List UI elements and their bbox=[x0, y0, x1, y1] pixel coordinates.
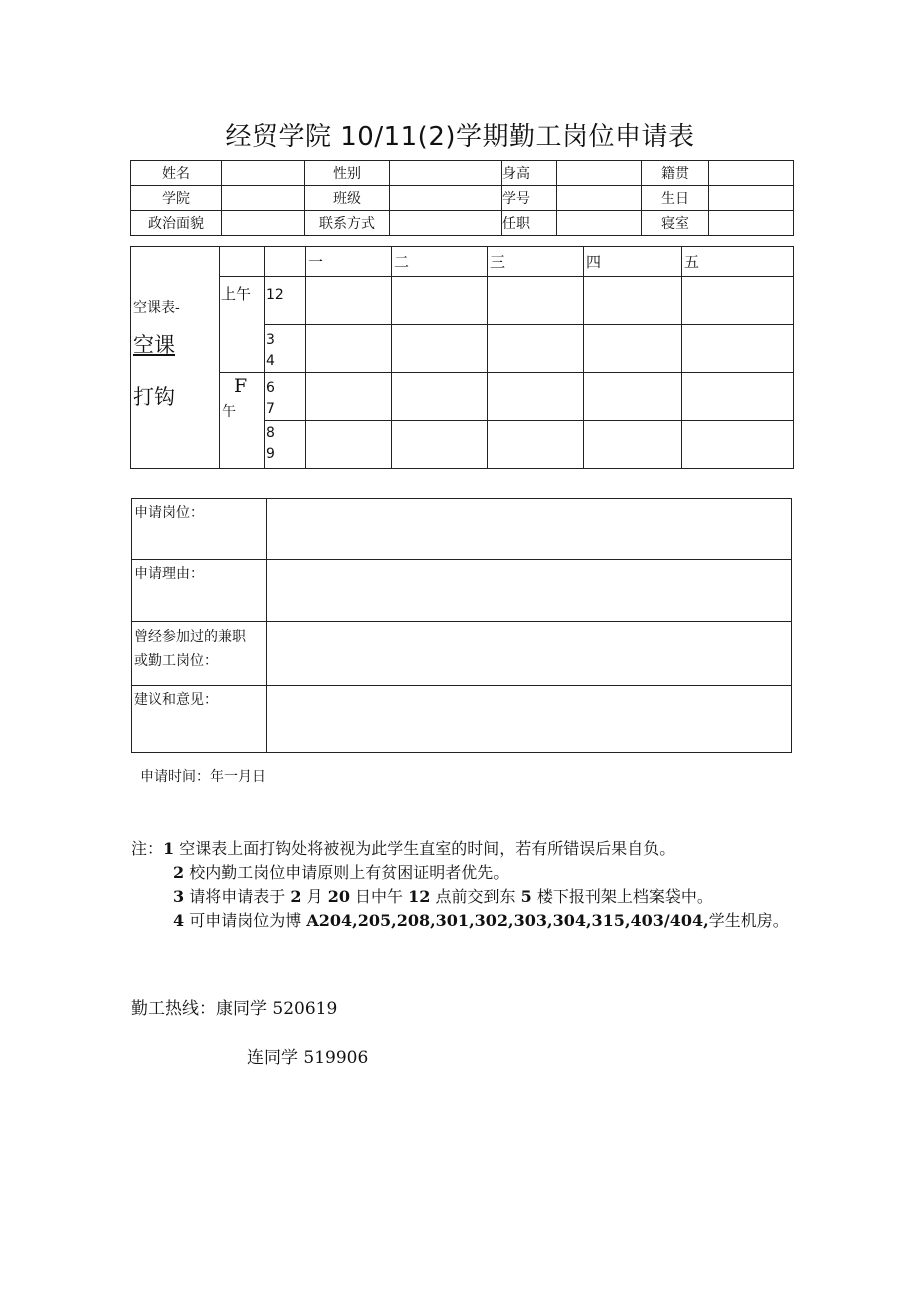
period-label: 6 7 bbox=[265, 373, 306, 421]
weekday-header: 五 bbox=[682, 247, 794, 277]
weekday-header: 二 bbox=[392, 247, 488, 277]
pm-label: F 午 bbox=[220, 373, 265, 469]
schedule-cell[interactable] bbox=[488, 277, 584, 325]
table-row bbox=[132, 499, 792, 560]
side-label-check: 打钩 bbox=[133, 385, 175, 409]
label-previous-jobs: 曾经参加过的兼职 或勤工岗位： bbox=[132, 622, 267, 686]
label-student-id: 学号 bbox=[502, 186, 557, 211]
label-name: 姓名 bbox=[131, 161, 222, 186]
period-label: 12 bbox=[265, 277, 306, 325]
schedule-side-label bbox=[131, 247, 220, 469]
schedule-cell[interactable] bbox=[682, 421, 794, 469]
period-label: 8 9 bbox=[265, 421, 306, 469]
table-row bbox=[132, 560, 792, 622]
class-field[interactable] bbox=[390, 186, 502, 211]
hotline-contact-2: 连同学 519906 bbox=[247, 1048, 369, 1068]
apply-position-field[interactable] bbox=[267, 499, 792, 560]
schedule-cell[interactable] bbox=[584, 421, 682, 469]
schedule-table bbox=[130, 246, 794, 469]
schedule-cell[interactable] bbox=[584, 373, 682, 421]
schedule-cell[interactable] bbox=[682, 373, 794, 421]
table-row bbox=[131, 373, 794, 421]
suggestions-field[interactable] bbox=[267, 686, 792, 753]
position-field[interactable] bbox=[557, 211, 642, 236]
schedule-cell[interactable] bbox=[306, 373, 392, 421]
label-apply-position: 申请岗位： bbox=[132, 499, 267, 560]
weekday-header: 三 bbox=[488, 247, 584, 277]
schedule-cell[interactable] bbox=[584, 325, 682, 373]
apply-reason-field[interactable] bbox=[267, 560, 792, 622]
schedule-cell[interactable] bbox=[488, 421, 584, 469]
schedule-cell[interactable] bbox=[392, 325, 488, 373]
label-height: 身高 bbox=[502, 161, 557, 186]
schedule-cell[interactable] bbox=[392, 421, 488, 469]
page-title: 经贸学院 10/11(2)学期勤工岗位申请表 bbox=[225, 122, 695, 152]
gender-field[interactable] bbox=[390, 161, 502, 186]
application-table bbox=[131, 498, 792, 753]
birthday-field[interactable] bbox=[709, 186, 794, 211]
schedule-cell[interactable] bbox=[306, 277, 392, 325]
dorm-field[interactable] bbox=[709, 211, 794, 236]
label-political-status: 政治面貌 bbox=[131, 211, 222, 236]
personal-info-table bbox=[130, 160, 794, 236]
note-item-3: 3 请将申请表于 2 月 20 日中午 12 点前交到东 5 楼下报刊架上档案袋中。 bbox=[173, 887, 713, 906]
schedule-cell[interactable] bbox=[306, 325, 392, 373]
note-item-2: 2 校内勤工岗位申请原则上有贫困证明者优先。 bbox=[173, 863, 510, 882]
label-birthday: 生日 bbox=[642, 186, 709, 211]
hotline-contact-1: 康同学 520619 bbox=[216, 999, 338, 1019]
previous-jobs-field[interactable] bbox=[267, 622, 792, 686]
period-label: 3 4 bbox=[265, 325, 306, 373]
schedule-cell[interactable] bbox=[392, 373, 488, 421]
schedule-cell[interactable] bbox=[682, 325, 794, 373]
label-class: 班级 bbox=[305, 186, 390, 211]
contact-field[interactable] bbox=[390, 211, 502, 236]
schedule-cell[interactable] bbox=[488, 325, 584, 373]
label-suggestions: 建议和意见： bbox=[132, 686, 267, 753]
side-label-free-class: 空课 bbox=[133, 333, 175, 357]
application-date: 申请时间：年一月日 bbox=[140, 769, 266, 785]
label-contact: 联系方式 bbox=[305, 211, 390, 236]
label-hometown: 籍贯 bbox=[642, 161, 709, 186]
political-status-field[interactable] bbox=[222, 211, 305, 236]
label-college: 学院 bbox=[131, 186, 222, 211]
table-row bbox=[131, 211, 794, 236]
label-position: 任职 bbox=[502, 211, 557, 236]
table-row bbox=[131, 277, 794, 325]
college-field[interactable] bbox=[222, 186, 305, 211]
note-item-4: 4 可申请岗位为博 A204,205,208,301,302,303,304,315,403/404,学生机房。 bbox=[173, 911, 789, 930]
table-row bbox=[132, 686, 792, 753]
schedule-cell[interactable] bbox=[392, 277, 488, 325]
side-label-schedule: 空课表- bbox=[133, 300, 180, 316]
weekday-header: 四 bbox=[584, 247, 682, 277]
table-row bbox=[131, 161, 794, 186]
hotline-label: 勤工热线： bbox=[131, 999, 216, 1019]
weekday-header: 一 bbox=[306, 247, 392, 277]
height-field[interactable] bbox=[557, 161, 642, 186]
schedule-cell[interactable] bbox=[306, 421, 392, 469]
note-prefix: 注： bbox=[131, 839, 164, 858]
hotline bbox=[131, 994, 337, 1019]
label-apply-reason: 申请理由： bbox=[132, 560, 267, 622]
am-label: 上午 bbox=[220, 277, 265, 373]
label-dorm: 寝室 bbox=[642, 211, 709, 236]
schedule-cell[interactable] bbox=[488, 373, 584, 421]
label-gender: 性别 bbox=[305, 161, 390, 186]
student-id-field[interactable] bbox=[557, 186, 642, 211]
table-row bbox=[131, 247, 794, 277]
hometown-field[interactable] bbox=[709, 161, 794, 186]
schedule-cell[interactable] bbox=[682, 277, 794, 325]
table-row bbox=[131, 186, 794, 211]
table-row bbox=[132, 622, 792, 686]
name-field[interactable] bbox=[222, 161, 305, 186]
schedule-cell[interactable] bbox=[584, 277, 682, 325]
note-item-1: 注：1 空课表上面打钩处将被视为此学生直室的时间，若有所错误后果自负。 bbox=[131, 839, 676, 858]
